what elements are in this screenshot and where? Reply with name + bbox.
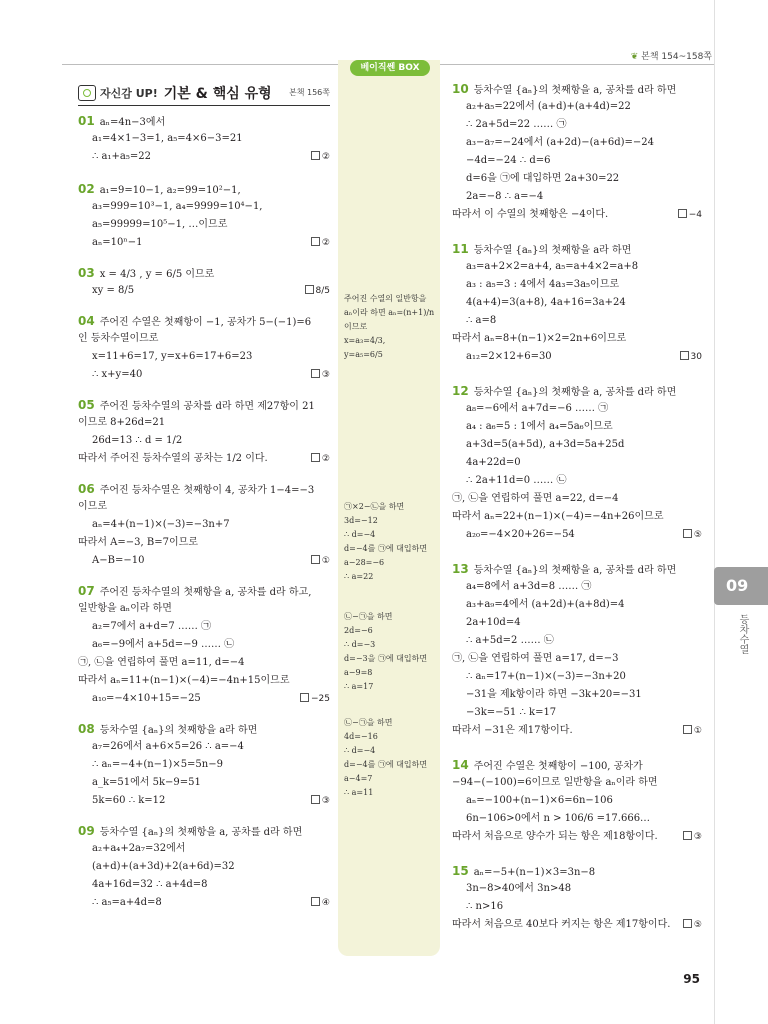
problem-01 xyxy=(78,112,330,166)
solution-line xyxy=(78,480,330,498)
solution-line xyxy=(452,632,702,650)
answer-value: ③ xyxy=(693,832,702,842)
solution-line xyxy=(78,534,330,552)
answer-box-icon xyxy=(683,529,692,538)
solution-line xyxy=(78,858,330,876)
solution-line xyxy=(78,636,330,654)
solution-line xyxy=(452,578,702,596)
center-note-line: ∴ d=−4 xyxy=(344,746,376,755)
solution-text: ∴ a=8 xyxy=(466,315,497,326)
solution-line xyxy=(452,348,702,366)
answer-value: 8/5 xyxy=(315,286,330,296)
solution-text: a₂₀=−4×20+26=−54 xyxy=(466,529,575,540)
solution-line xyxy=(452,614,702,632)
solution-text: 등차수열 {aₙ}의 첫째항을 a, 공차를 d라 하면 xyxy=(99,827,303,838)
answer xyxy=(300,690,330,708)
answer-value: −4 xyxy=(688,210,702,220)
solution-line xyxy=(452,916,702,934)
solution-text: 일반항을 aₙ이라 하면 xyxy=(78,603,172,614)
solution-line xyxy=(78,654,330,672)
solution-line xyxy=(78,552,330,570)
solution-text: −94−(−100)=6이므로 일반항을 aₙ이라 하면 xyxy=(452,777,658,788)
problem-03 xyxy=(78,264,330,300)
solution-text: 등차수열 {aₙ}의 첫째항을 a라 하면 xyxy=(473,245,632,256)
solution-line xyxy=(78,738,330,756)
solution-text: a₁₂=2×12+6=30 xyxy=(466,351,552,362)
page-edge-rule xyxy=(714,0,715,1024)
solution-text: a₁=4×1−3=1, a₅=4×6−3=21 xyxy=(92,133,243,144)
solution-text: 따라서 이 수열의 첫째항은 −4이다. xyxy=(452,209,609,220)
solution-text: a₈=−6에서 a+7d=−6 …… ㉠ xyxy=(466,403,609,414)
solution-text: ∴ n>16 xyxy=(466,901,504,912)
solution-text: 따라서 A=−3, B=7이므로 xyxy=(78,537,198,548)
problem-number: 01 xyxy=(78,114,95,128)
solution-text: 따라서 −31은 제17항이다. xyxy=(452,725,573,736)
solution-line xyxy=(78,234,330,252)
solution-line xyxy=(78,894,330,912)
solution-text: 등차수열 {aₙ}의 첫째항을 a, 공차를 d라 하면 xyxy=(473,565,677,576)
page-number: 95 xyxy=(683,972,700,986)
top-reference-text: 본책 154~158쪽 xyxy=(641,52,712,62)
solution-line xyxy=(78,720,330,738)
problem-number: 06 xyxy=(78,482,95,496)
problem-06 xyxy=(78,480,330,570)
answer-value: ① xyxy=(321,556,330,566)
megaphone-icon xyxy=(78,85,96,101)
solution-text: a₆=−9에서 a+5d=−9 …… ㉡ xyxy=(92,639,235,650)
solution-line xyxy=(452,704,702,722)
solution-line xyxy=(78,822,330,840)
answer xyxy=(311,234,330,252)
center-note xyxy=(344,292,434,362)
solution-text: −31을 제k항이라 하면 −3k+20=−31 xyxy=(466,689,642,700)
center-note-line: 4d=−16 xyxy=(344,732,378,741)
section-title-a: 자신감 UP! xyxy=(100,86,158,100)
solution-line xyxy=(452,898,702,916)
center-note-line: 주어진 수열의 일반항을 xyxy=(344,294,427,303)
section-title-b: 기본 & 핵심 유형 xyxy=(163,85,272,102)
solution-text: xy = 8/5 xyxy=(92,285,135,296)
solution-text: a_k=51에서 5k−9=51 xyxy=(92,777,201,788)
center-note-line: ∴ d=−4 xyxy=(344,530,376,539)
solution-line xyxy=(78,130,330,148)
solution-line xyxy=(452,382,702,400)
center-note xyxy=(344,500,427,584)
solution-text: aₙ=−5+(n−1)×3=3n−8 xyxy=(473,867,596,878)
solution-text: a₃=a+2×2=a+4, a₅=a+4×2=a+8 xyxy=(466,261,639,272)
solution-text: 따라서 aₙ=22+(n−1)×(−4)=−4n+26이므로 xyxy=(452,511,664,522)
solution-text: ∴ a₁+a₅=22 xyxy=(92,151,151,162)
solution-text: a₄=8에서 a+3d=8 …… ㉠ xyxy=(466,581,592,592)
solution-line xyxy=(78,840,330,858)
problem-number: 14 xyxy=(452,758,469,772)
solution-text: ∴ a₅=a+4d=8 xyxy=(92,897,162,908)
answer-box-icon xyxy=(300,693,309,702)
right-problems xyxy=(452,80,702,934)
problem-08 xyxy=(78,720,330,810)
solution-text: 따라서 처음으로 40보다 커지는 항은 제17항이다. xyxy=(452,919,671,930)
solution-text: 따라서 처음으로 양수가 되는 항은 제18항이다. xyxy=(452,831,658,842)
solution-text: (a+d)+(a+3d)+2(a+6d)=32 xyxy=(92,861,235,872)
solution-line xyxy=(78,330,330,348)
solution-text: aₙ=4+(n−1)×(−3)=−3n+7 xyxy=(92,519,230,530)
solution-text: 26d=13 ∴ d = 1/2 xyxy=(92,435,183,446)
solution-text: 등차수열 {aₙ}의 첫째항을 a, 공차를 d라 하면 xyxy=(473,387,677,398)
problem-12 xyxy=(452,382,702,544)
solution-text: a₃ : a₅=3 : 4에서 4a₃=3a₅이므로 xyxy=(466,279,620,290)
solution-text: a₇=26에서 a+6×5=26 ∴ a=−4 xyxy=(92,741,244,752)
solution-line xyxy=(452,152,702,170)
solution-line xyxy=(452,490,702,508)
solution-line xyxy=(78,756,330,774)
problem-07 xyxy=(78,582,330,708)
solution-text: 4a+22d=0 xyxy=(466,457,521,468)
center-note-line: y=a₅=6/5 xyxy=(344,350,383,359)
solution-text: 6n−106>0에서 n > 106/6 =17.666… xyxy=(466,813,651,824)
solution-line xyxy=(78,690,330,708)
solution-text: 4a+16d=32 ∴ a+4d=8 xyxy=(92,879,208,890)
solution-line xyxy=(452,810,702,828)
solution-text: 주어진 등차수열의 첫째항을 a, 공차를 d라 하고, xyxy=(99,587,312,598)
solution-line xyxy=(78,792,330,810)
problem-number: 11 xyxy=(452,242,469,256)
solution-text: 따라서 주어진 등차수열의 공차는 1/2 이다. xyxy=(78,453,268,464)
answer-value: ① xyxy=(693,726,702,736)
problem-number: 05 xyxy=(78,398,95,412)
answer-box-icon xyxy=(311,369,320,378)
solution-text: 2a=−8 ∴ a=−4 xyxy=(466,191,544,202)
problem-15 xyxy=(452,862,702,934)
center-note-line: 이므로 xyxy=(344,322,368,331)
answer xyxy=(683,828,702,846)
solution-text: a₅=99999=10⁵−1, …이므로 xyxy=(92,219,228,230)
center-note-line: ∴ a=22 xyxy=(344,572,374,581)
center-note-line: ㉠×2−㉡을 하면 xyxy=(344,502,405,511)
answer-box-icon xyxy=(683,831,692,840)
solution-line xyxy=(78,348,330,366)
solution-line xyxy=(452,472,702,490)
center-note-line: aₙ이라 하면 aₙ=(n+1)/n xyxy=(344,308,435,317)
solution-text: ∴ x+y=40 xyxy=(92,369,143,380)
solution-line xyxy=(452,134,702,152)
center-note-line: x=a₃=4/3, xyxy=(344,336,386,345)
solution-text: 주어진 등차수열은 첫째항이 4, 공차가 1−4=−3 xyxy=(99,485,315,496)
answer-box-icon xyxy=(683,725,692,734)
solution-line xyxy=(452,526,702,544)
solution-text: 4(a+4)=3(a+8), 4a+16=3a+24 xyxy=(466,297,626,308)
solution-text: ㉠, ㉡을 연립하여 풀면 a=17, d=−3 xyxy=(452,653,619,664)
basic-box-tag: 베이직쎈 BOX xyxy=(350,60,430,76)
solution-line xyxy=(78,282,330,300)
center-note xyxy=(344,610,427,694)
answer-value: ③ xyxy=(321,370,330,380)
solution-line xyxy=(452,774,702,792)
solution-text: aₙ=−100+(n−1)×6=6n−106 xyxy=(466,795,613,806)
answer xyxy=(683,916,702,934)
left-problems xyxy=(78,112,330,912)
solution-text: ∴ aₙ=−4+(n−1)×5=5n−9 xyxy=(92,759,223,770)
solution-text: 이므로 8+26d=21 xyxy=(78,417,166,428)
top-reference xyxy=(631,49,712,62)
solution-line xyxy=(78,582,330,600)
problem-number: 10 xyxy=(452,82,469,96)
solution-text: −3k=−51 ∴ k=17 xyxy=(466,707,557,718)
answer xyxy=(311,148,330,166)
center-note-line: ㉡−㉠을 하면 xyxy=(344,718,393,727)
solution-line xyxy=(452,258,702,276)
answer-box-icon xyxy=(311,237,320,246)
solution-line xyxy=(452,436,702,454)
solution-text: a₃=999=10³−1, a₄=9999=10⁴−1, xyxy=(92,201,263,212)
center-note-line: ∴ d=−3 xyxy=(344,640,376,649)
problem-number: 02 xyxy=(78,182,95,196)
answer-value: −25 xyxy=(311,694,330,704)
solution-line xyxy=(78,148,330,166)
solution-line xyxy=(452,240,702,258)
answer-value: ④ xyxy=(321,898,330,908)
solution-text: 주어진 수열은 첫째항이 −100, 공차가 xyxy=(473,761,643,772)
answer xyxy=(311,552,330,570)
solution-text: −4d=−24 ∴ d=6 xyxy=(466,155,551,166)
problem-number: 09 xyxy=(78,824,95,838)
answer xyxy=(311,894,330,912)
answer-value: ⑤ xyxy=(693,920,702,930)
solution-line xyxy=(452,722,702,740)
answer-box-icon xyxy=(678,209,687,218)
solution-line xyxy=(452,170,702,188)
solution-line xyxy=(78,450,330,468)
solution-line xyxy=(78,672,330,690)
answer-box-icon xyxy=(305,285,314,294)
solution-text: ∴ aₙ=17+(n−1)×(−3)=−3n+20 xyxy=(466,671,626,682)
solution-text: a₃−a₇=−24에서 (a+2d)−(a+6d)=−24 xyxy=(466,137,654,148)
solution-line xyxy=(78,876,330,894)
problem-number: 08 xyxy=(78,722,95,736)
solution-line xyxy=(78,414,330,432)
problem-13 xyxy=(452,560,702,740)
solution-text: 3n−8>40에서 3n>48 xyxy=(466,883,572,894)
solution-line xyxy=(78,600,330,618)
answer-value: ② xyxy=(321,238,330,248)
solution-text: ∴ 2a+11d=0 …… ㉡ xyxy=(466,475,567,486)
solution-line xyxy=(452,418,702,436)
solution-text: a+3d=5(a+5d), a+3d=5a+25d xyxy=(466,439,625,450)
center-note-line: a−4=7 xyxy=(344,774,373,783)
problem-number: 07 xyxy=(78,584,95,598)
solution-text: ∴ a+5d=2 …… ㉡ xyxy=(466,635,554,646)
solution-text: aₙ=4n−3에서 xyxy=(99,117,166,128)
solution-line xyxy=(452,792,702,810)
solution-line xyxy=(78,498,330,516)
center-note xyxy=(344,716,427,800)
center-note-line: a−9=8 xyxy=(344,668,373,677)
center-note-line: d=−4를 ㉠에 대입하면 xyxy=(344,760,428,769)
solution-line xyxy=(78,618,330,636)
answer xyxy=(683,722,702,740)
center-note-line: ∴ a=17 xyxy=(344,682,374,691)
solution-text: 따라서 aₙ=8+(n−1)×2=2n+6이므로 xyxy=(452,333,627,344)
solution-text: 이므로 xyxy=(78,501,107,512)
solution-text: a₂=7에서 a+d=7 …… ㉠ xyxy=(92,621,212,632)
problem-09 xyxy=(78,822,330,912)
solution-line xyxy=(452,116,702,134)
answer xyxy=(678,206,702,224)
solution-text: 주어진 등차수열의 공차를 d라 하면 제27항이 21 xyxy=(99,401,315,412)
answer xyxy=(305,282,330,300)
answer-box-icon xyxy=(680,351,689,360)
solution-text: 등차수열 {aₙ}의 첫째항을 a라 하면 xyxy=(99,725,258,736)
solution-line xyxy=(78,774,330,792)
answer-box-icon xyxy=(311,151,320,160)
solution-line xyxy=(78,312,330,330)
answer xyxy=(311,792,330,810)
section-header xyxy=(78,80,330,106)
solution-line xyxy=(78,516,330,534)
answer-box-icon xyxy=(311,453,320,462)
solution-text: a₁=9=10−1, a₂=99=10²−1, xyxy=(99,185,241,196)
problem-04 xyxy=(78,312,330,384)
solution-line xyxy=(452,206,702,224)
solution-text: a₁₀=−4×10+15=−25 xyxy=(92,693,201,704)
left-column xyxy=(78,80,330,922)
solution-line xyxy=(452,276,702,294)
solution-text: a₂+a₄+2a₇=32에서 xyxy=(92,843,186,854)
solution-line xyxy=(452,188,702,206)
solution-line xyxy=(452,596,702,614)
solution-line xyxy=(452,80,702,98)
chapter-tab[interactable]: 09 xyxy=(714,567,768,605)
solution-line xyxy=(452,828,702,846)
solution-line xyxy=(78,366,330,384)
answer-value: ⑤ xyxy=(693,530,702,540)
problem-number: 15 xyxy=(452,864,469,878)
solution-line xyxy=(78,396,330,414)
solution-text: a₂+a₅=22에서 (a+d)+(a+4d)=22 xyxy=(466,101,631,112)
problem-05 xyxy=(78,396,330,468)
solution-text: aₙ=10ⁿ−1 xyxy=(92,237,143,248)
answer xyxy=(683,526,702,544)
solution-text: a₃+a₉=4에서 (a+2d)+(a+8d)=4 xyxy=(466,599,625,610)
problem-14 xyxy=(452,756,702,846)
solution-line xyxy=(452,400,702,418)
solution-line xyxy=(78,216,330,234)
solution-text: ㉠, ㉡을 연립하여 풀면 a=11, d=−4 xyxy=(78,657,245,668)
center-note-line: d=−4를 ㉠에 대입하면 xyxy=(344,544,428,553)
answer-value: 30 xyxy=(690,352,702,362)
center-note-line: a−28=−6 xyxy=(344,558,385,567)
solution-line xyxy=(78,264,330,282)
solution-text: 주어진 수열은 첫째항이 −1, 공차가 5−(−1)=6 xyxy=(99,317,312,328)
problem-11 xyxy=(452,240,702,366)
problem-number: 13 xyxy=(452,562,469,576)
solution-line xyxy=(452,98,702,116)
leaf-icon: ❦ xyxy=(630,52,639,62)
answer-box-icon xyxy=(683,919,692,928)
solution-line xyxy=(452,330,702,348)
answer-box-icon xyxy=(311,555,320,564)
solution-text: 2a+10d=4 xyxy=(466,617,521,628)
problem-number: 03 xyxy=(78,266,95,280)
center-note-line: ㉡−㉠을 하면 xyxy=(344,612,393,621)
solution-line xyxy=(452,508,702,526)
problem-number: 04 xyxy=(78,314,95,328)
solution-text: 등차수열 {aₙ}의 첫째항을 a, 공차를 d라 하면 xyxy=(473,85,677,96)
solution-text: d=6을 ㉠에 대입하면 2a+30=22 xyxy=(466,173,620,184)
answer-box-icon xyxy=(311,897,320,906)
solution-line xyxy=(452,560,702,578)
solution-text: ㉠, ㉡을 연립하여 풀면 a=22, d=−4 xyxy=(452,493,619,504)
solution-line xyxy=(78,198,330,216)
solution-line xyxy=(78,180,330,198)
answer xyxy=(680,348,702,366)
solution-line xyxy=(78,112,330,130)
solution-line xyxy=(452,454,702,472)
problem-number: 12 xyxy=(452,384,469,398)
center-note-line: 2d=−6 xyxy=(344,626,373,635)
solution-text: 5k=60 ∴ k=12 xyxy=(92,795,166,806)
answer-box-icon xyxy=(311,795,320,804)
solution-text: a₄ : a₆=5 : 1에서 a₄=5a₆이므로 xyxy=(466,421,613,432)
answer-value: ② xyxy=(321,454,330,464)
solution-text: x=11+6=17, y=x+6=17+6=23 xyxy=(92,351,253,362)
solution-line xyxy=(452,668,702,686)
answer-value: ② xyxy=(321,152,330,162)
problem-10 xyxy=(452,80,702,224)
solution-line xyxy=(452,312,702,330)
answer xyxy=(311,366,330,384)
solution-line xyxy=(452,756,702,774)
solution-text: ∴ 2a+5d=22 …… ㉠ xyxy=(466,119,567,130)
center-note-line: d=−3을 ㉠에 대입하면 xyxy=(344,654,428,663)
chapter-label: 등차수열 xyxy=(737,614,748,654)
solution-text: x = 4/3 , y = 6/5 이므로 xyxy=(99,269,215,280)
solution-line xyxy=(452,650,702,668)
solution-line xyxy=(452,686,702,704)
solution-line xyxy=(452,862,702,880)
center-note-line: 3d=−12 xyxy=(344,516,378,525)
right-column xyxy=(452,80,702,944)
problem-02 xyxy=(78,180,330,252)
solution-text: 인 등차수열이므로 xyxy=(78,333,159,344)
answer xyxy=(311,450,330,468)
solution-text: A−B=−10 xyxy=(92,555,145,566)
section-ref: 본책 156쪽 xyxy=(289,88,330,97)
solution-line xyxy=(452,294,702,312)
answer-value: ③ xyxy=(321,796,330,806)
solution-line xyxy=(452,880,702,898)
solution-line xyxy=(78,432,330,450)
solution-text: 따라서 aₙ=11+(n−1)×(−4)=−4n+15이므로 xyxy=(78,675,290,686)
center-note-line: ∴ a=11 xyxy=(344,788,374,797)
